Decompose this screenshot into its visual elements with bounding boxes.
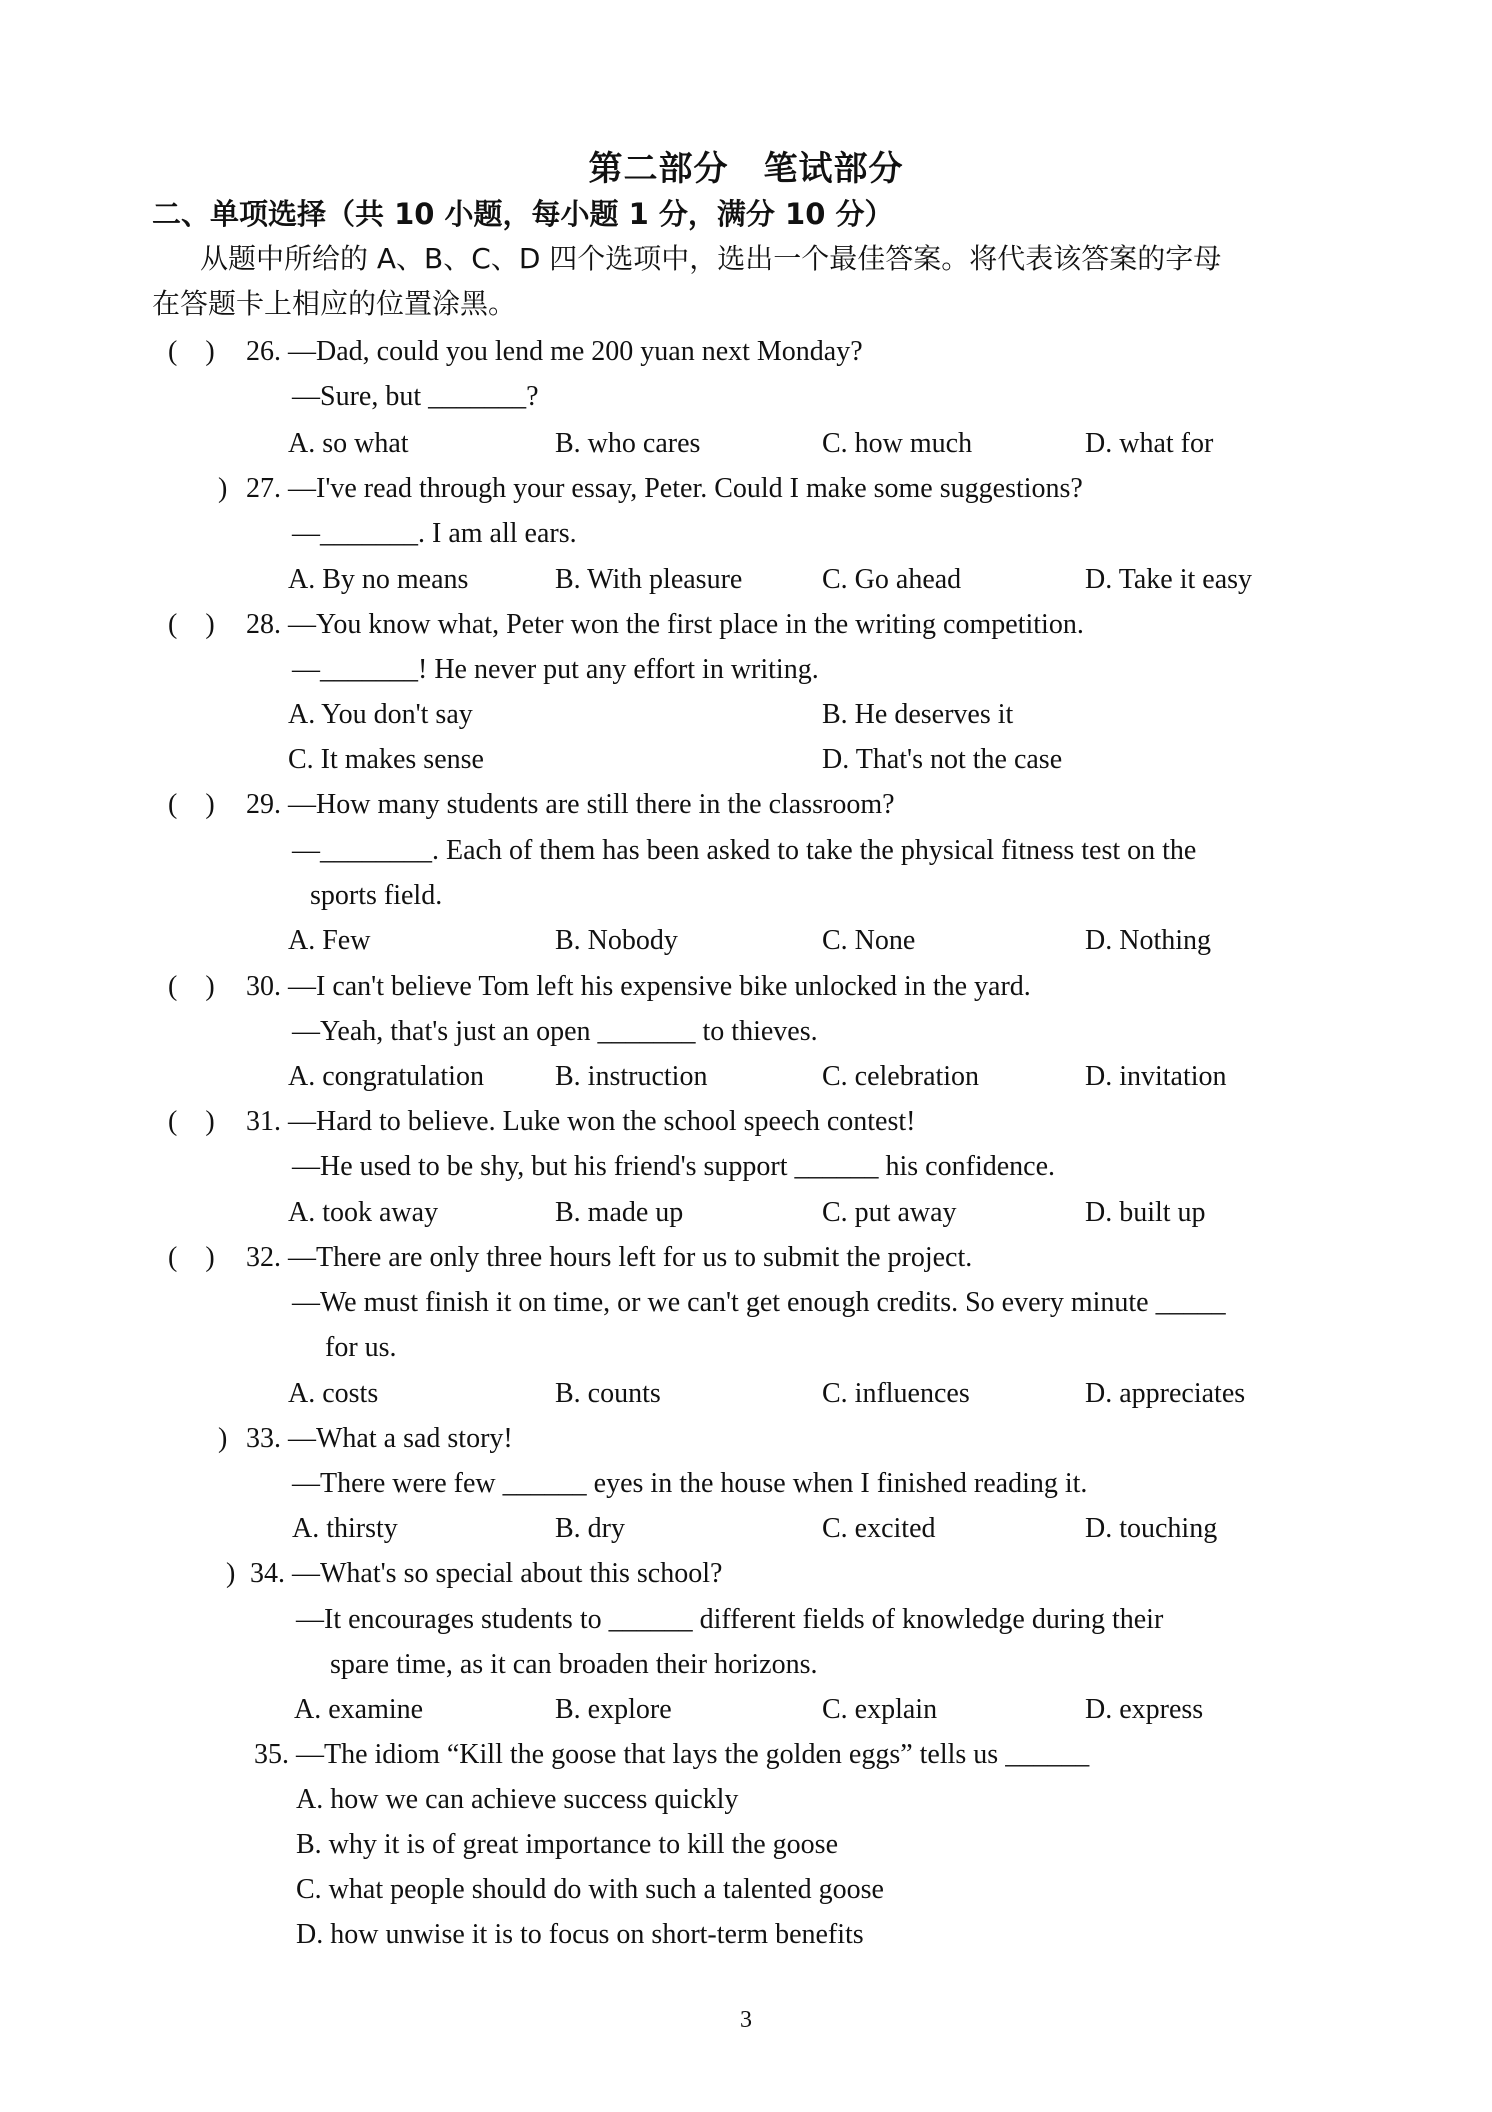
question-line: —_______. I am all ears.: [292, 518, 577, 549]
option-c: C. how much: [822, 428, 973, 459]
option-b: B. He deserves it: [822, 699, 1014, 730]
option-a: A. By no means: [288, 564, 469, 595]
option-b: B. who cares: [555, 428, 701, 459]
option-a: A. took away: [288, 1197, 439, 1228]
option-a: A. costs: [288, 1378, 379, 1409]
option-b: B. explore: [555, 1694, 672, 1725]
option-b: B. why it is of great importance to kill the goose: [296, 1829, 839, 1860]
section-heading: 二、单项选择（共 10 小题，每小题 1 分，满分 10 分）: [152, 197, 894, 231]
option-b: B. counts: [555, 1378, 661, 1409]
question-stem: 32. —There are only three hours left for us to submit the project.: [246, 1242, 973, 1273]
option-d: D. invitation: [1085, 1061, 1227, 1092]
answer-paren: ( ): [168, 1242, 215, 1273]
option-d: D. Take it easy: [1085, 564, 1253, 595]
question-stem: 29. —How many students are still there in the classroom?: [246, 789, 895, 820]
question-line: —There were few ______ eyes in the house when I finished reading it.: [292, 1468, 1088, 1499]
question-line: —It encourages students to ______ different fields of knowledge during their: [296, 1604, 1164, 1635]
question-line: sports field.: [310, 880, 443, 911]
question-line: —Yeah, that's just an open _______ to thieves.: [292, 1016, 818, 1047]
option-c: C. put away: [822, 1197, 957, 1228]
option-d: D. appreciates: [1085, 1378, 1246, 1409]
option-a: A. You don't say: [288, 699, 473, 730]
option-c: C. None: [822, 925, 916, 956]
answer-paren: ): [226, 1558, 236, 1589]
option-c: C. It makes sense: [288, 744, 484, 775]
question-stem: 34. —What's so special about this school?: [250, 1558, 723, 1589]
option-a: A. congratulation: [288, 1061, 484, 1092]
question-line: —He used to be shy, but his friend's support ______ his confidence.: [292, 1151, 1055, 1182]
option-c: C. Go ahead: [822, 564, 962, 595]
option-d: D. how unwise it is to focus on short-term benefits: [296, 1919, 864, 1950]
option-b: B. dry: [555, 1513, 625, 1544]
option-d: D. That's not the case: [822, 744, 1063, 775]
option-d: D. Nothing: [1085, 925, 1211, 956]
answer-paren: ): [218, 473, 228, 504]
option-c: C. explain: [822, 1694, 938, 1725]
answer-paren: ( ): [168, 609, 215, 640]
option-b: B. Nobody: [555, 925, 678, 956]
question-line: —We must finish it on time, or we can't get enough credits. So every minute _____: [292, 1287, 1226, 1318]
option-b: B. made up: [555, 1197, 684, 1228]
option-a: A. thirsty: [292, 1513, 398, 1544]
option-b: B. instruction: [555, 1061, 708, 1092]
question-line: —Sure, but _______?: [292, 381, 539, 412]
question-stem: 27. —I've read through your essay, Peter. Could I make some suggestions?: [246, 473, 1083, 504]
question-stem: 35. —The idiom “Kill the goose that lays the golden eggs” tells us ______: [254, 1739, 1090, 1770]
option-a: A. so what: [288, 428, 409, 459]
question-line: —________. Each of them has been asked to take the physical fitness test on the: [292, 835, 1197, 866]
answer-paren: ( ): [168, 789, 215, 820]
question-line: for us.: [325, 1332, 397, 1363]
option-d: D. built up: [1085, 1197, 1206, 1228]
question-line: —_______! He never put any effort in writing.: [292, 654, 819, 685]
question-line: spare time, as it can broaden their horizons.: [330, 1649, 818, 1680]
question-stem: 30. —I can't believe Tom left his expensive bike unlocked in the yard.: [246, 971, 1031, 1002]
answer-paren: ( ): [168, 971, 215, 1002]
option-a: A. Few: [288, 925, 371, 956]
instruction-line: 从题中所给的 A、B、C、D 四个选项中，选出一个最佳答案。将代表该答案的字母: [200, 242, 1222, 275]
answer-paren: ): [218, 1423, 228, 1454]
option-d: D. express: [1085, 1694, 1204, 1725]
page-title: 第二部分 笔试部分: [588, 149, 904, 189]
answer-paren: ( ): [168, 1106, 215, 1137]
page-number: 3: [740, 2007, 752, 2033]
question-stem: 33. —What a sad story!: [246, 1423, 513, 1454]
option-a: A. examine: [294, 1694, 424, 1725]
question-stem: 31. —Hard to believe. Luke won the school speech contest!: [246, 1106, 916, 1137]
option-c: C. what people should do with such a talented goose: [296, 1874, 884, 1905]
question-stem: 26. —Dad, could you lend me 200 yuan next Monday?: [246, 336, 863, 367]
option-c: C. excited: [822, 1513, 936, 1544]
option-c: C. celebration: [822, 1061, 980, 1092]
option-a: A. how we can achieve success quickly: [296, 1784, 739, 1815]
question-stem: 28. —You know what, Peter won the first place in the writing competition.: [246, 609, 1084, 640]
option-d: D. what for: [1085, 428, 1214, 459]
option-c: C. influences: [822, 1378, 970, 1409]
option-d: D. touching: [1085, 1513, 1218, 1544]
instruction-line: 在答题卡上相应的位置涂黑。: [152, 287, 517, 320]
answer-paren: ( ): [168, 336, 215, 367]
option-b: B. With pleasure: [555, 564, 743, 595]
